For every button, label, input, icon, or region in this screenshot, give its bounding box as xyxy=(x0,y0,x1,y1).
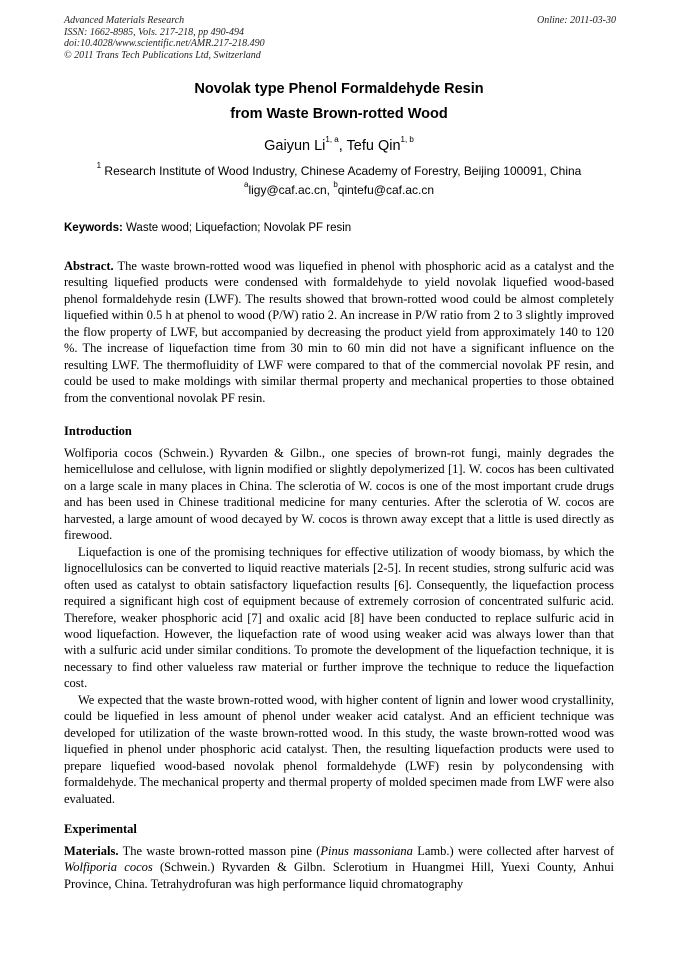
issn-line: ISSN: 1662-8985, Vols. 217-218, pp 490-494 xyxy=(64,26,244,38)
abstract-label: Abstract. xyxy=(64,259,114,273)
affiliation-text: Research Institute of Wood Industry, Chinese Academy of Forestry, Beijing 100091, China xyxy=(101,164,582,178)
abstract xyxy=(64,258,614,406)
affiliation-superscript: 1 xyxy=(96,161,102,170)
email-superscript: b xyxy=(333,180,338,189)
email-address: ligy@caf.ac.cn xyxy=(248,183,327,197)
author-name: Gaiyun Li xyxy=(264,138,326,154)
author-superscript: 1, a xyxy=(325,135,339,144)
abstract-text: The waste brown-rotted wood was liquefied in phenol with phosphoric acid as a catalyst and the resulting liquefied products were condensed with formaldehyde to yield novolak liquefied wood-based phenol formaldehyde resin (LWF). The results showed that brown-rotted wood could be almost completely liquefied within 0.5 h at phenol to wood (P/W) ratio 2. An increase in P/W ratio from 2 to 3 slightly improved the flow property of LWF, but accompanied by decreasing the product yield from approximately 140 to 120 %. The increase of liquefaction time from 30 min to 60 min did not have a significant influence on the resulting LWF. The thermofluidity of LWF were compared to that of the commercial novolak PF resin, and could be used to make moldings with similar thermal property and mechanical properties to those obtained from the conventional novolak PF resin. xyxy=(64,259,614,405)
journal-header xyxy=(64,15,616,61)
introduction-body xyxy=(64,445,614,807)
online-date: Online: 2011-03-30 xyxy=(537,15,616,26)
email-line xyxy=(64,180,614,197)
species-name: Pinus massoniana xyxy=(320,844,413,858)
paragraph: Wolfiporia cocos (Schwein.) Ryvarden & Gilbn., one species of brown-rot fungi, mainly degrades the hemicellulose and cellulose, with lignin modified or slightly depolymerized [1]. W. cocos has been cultivated on a large scale in many places in China. The sclerotia of W. cocos is one of the most important crude drugs and has been used in Chinese traditional medicine for many centuries. After the sclerotia of W. cocos are harvested, a large amount of wood decayed by W. cocos is thrown away except that a little is used directly as firewood. xyxy=(64,446,614,543)
materials-text: The waste brown-rotted masson pine ( xyxy=(118,844,321,858)
materials-label: Materials. xyxy=(64,844,119,858)
journal-name: Advanced Materials Research xyxy=(64,15,185,26)
keywords-text: Waste wood; Liquefaction; Novolak PF resin xyxy=(122,222,352,234)
affiliation xyxy=(64,161,614,178)
author-separator: , xyxy=(338,138,347,154)
author-name: Tefu Qin xyxy=(346,138,401,154)
materials-text: Lamb.) were collected after harvest of xyxy=(412,844,614,858)
author-superscript: 1, b xyxy=(400,135,414,144)
doi-line: doi:10.4028/www.scientific.net/AMR.217-218.490 xyxy=(64,38,265,49)
email-address: qintefu@caf.ac.cn xyxy=(337,183,435,197)
section-heading-experimental: Experimental xyxy=(64,822,137,836)
keywords-label: Keywords: xyxy=(64,222,123,234)
paper-title-line-1: Novolak type Phenol Formaldehyde Resin xyxy=(194,81,484,97)
author-list xyxy=(64,135,614,154)
species-name: Wolfiporia cocos xyxy=(64,860,153,875)
email-superscript: a xyxy=(243,180,249,189)
section-heading-introduction: Introduction xyxy=(64,424,132,438)
materials-text: (Schwein.) Ryvarden & Gilbn. Sclerotium in Huangmei Hill, Yuexi County, Anhui Province, China. Tetrahydrofuran was high performance liquid chromatography xyxy=(64,860,614,891)
materials-paragraph xyxy=(64,843,614,892)
email-separator: , xyxy=(326,183,334,197)
copyright-line: © 2011 Trans Tech Publications Ltd, Switzerland xyxy=(64,49,261,61)
paragraph: Liquefaction is one of the promising techniques for effective utilization of woody biomass, by which the lignocellulosics can be converted to liquid reactive materials [2-5]. In recent studies, strong sulfuric acid was often used as catalyst to obtain satisfactory liquefaction results [6]. Consequently, the liquefaction process required a significant high cost of equipment because of extremely corrosion of concentrated sulfuric acid. Therefore, weaker phosphoric acid [7] and oxalic acid [8] have been conducted to replace sulfuric acid in wood liquefaction. However, the liquefaction rate of wood using weaker acid was always lower than that with a sulfuric acid under similar conditions. To promote the development of the liquefaction technique, it is necessary to find other valueless raw material or further improve the technique to reduce the liquefaction cost. xyxy=(64,544,614,691)
paper-title-line-2: from Waste Brown-rotted Wood xyxy=(230,106,448,122)
paragraph: We expected that the waste brown-rotted wood, with higher content of lignin and lower wood crystallinity, could be liquefied in less amount of phenol under weaker acid catalyst. And an efficient technique was developed for utilization of the waste brown-rotted wood. In this study, the waste brown-rotted wood was liquefied in phenol under phosphoric acid catalyst. Then, the resulting liquefaction products were used to prepare liquefied wood-based novolak phenol formaldehyde (LWF) resin by polycondensing with formaldehyde. The mechanical property and thermal property of molded specimen made from LWF were also evaluated. xyxy=(64,692,614,806)
keywords xyxy=(64,222,616,234)
